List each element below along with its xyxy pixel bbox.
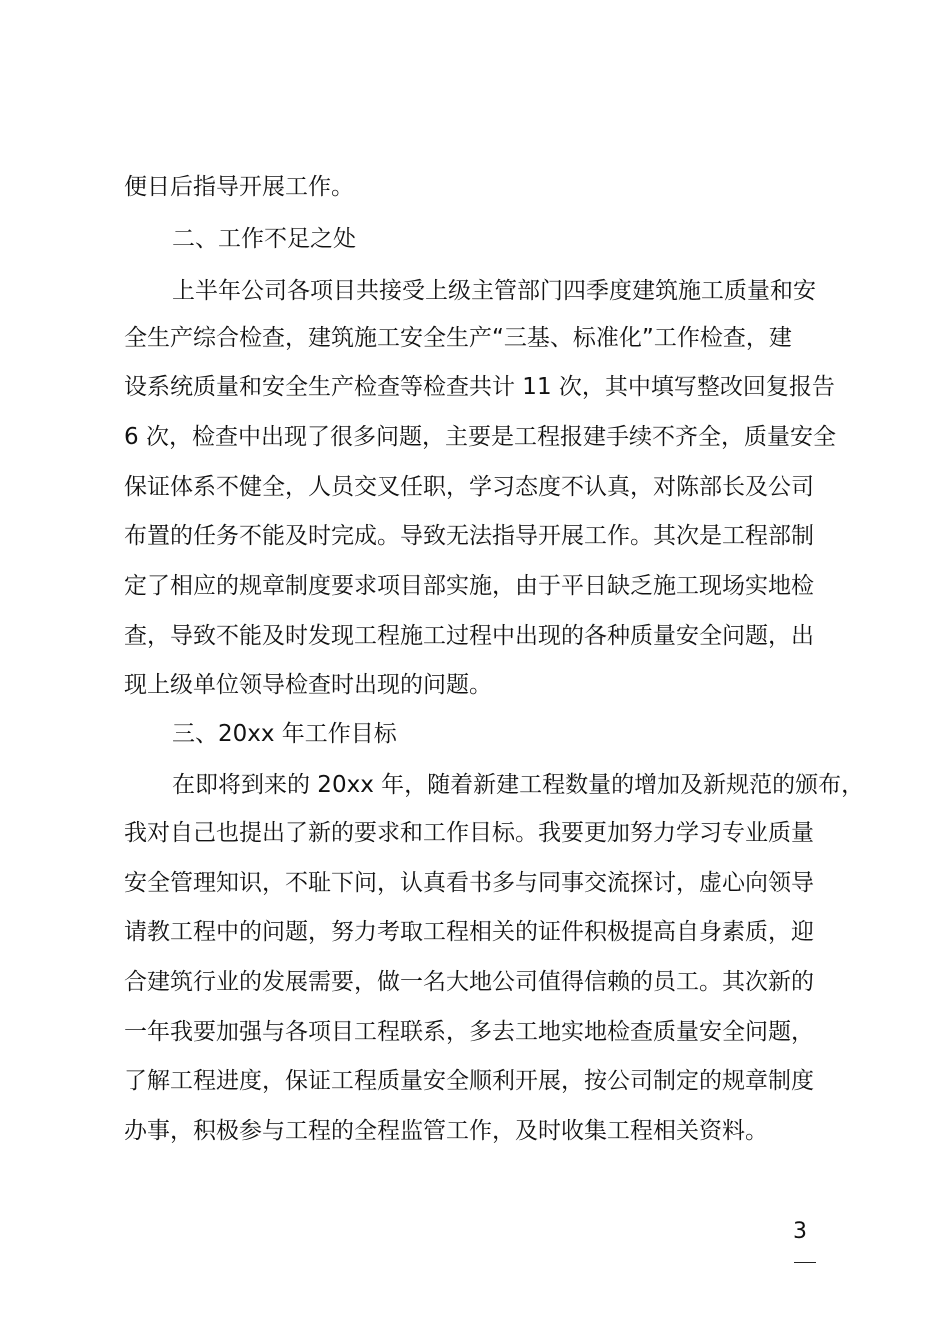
text-line: 定了相应的规章制度要求项目部实施，由于平日缺乏施工现场实地检 xyxy=(124,573,814,599)
text-line: 在即将到来的 20xx 年，随着新建工程数量的增加及新规范的颁布， xyxy=(172,772,865,798)
section-heading: 三、20xx 年工作目标 xyxy=(172,721,397,747)
page-number-dash xyxy=(794,1262,816,1263)
text-line: 保证体系不健全，人员交叉任职，学习态度不认真，对陈部长及公司 xyxy=(124,474,814,500)
text-line: 布置的任务不能及时完成。导致无法指导开展工作。其次是工程部制 xyxy=(124,523,814,549)
text-line: 设系统质量和安全生产检查等检查共计 11 次，其中填写整改回复报告 xyxy=(124,374,835,400)
text-line: 查，导致不能及时发现工程施工过程中出现的各种质量安全问题，出 xyxy=(124,623,814,649)
text-line: 全生产综合检查，建筑施工安全生产“三基、标准化”工作检查，建 xyxy=(124,325,792,351)
text-line: 6 次，检查中出现了很多问题，主要是工程报建手续不齐全，质量安全 xyxy=(124,424,836,450)
text-line: 便日后指导开展工作。 xyxy=(124,174,354,200)
text-line: 安全管理知识，不耻下问，认真看书多与同事交流探讨，虚心向领导 xyxy=(124,870,814,896)
text-line: 请教工程中的问题，努力考取工程相关的证件积极提高自身素质，迎 xyxy=(124,919,814,945)
text-line: 现上级单位领导检查时出现的问题。 xyxy=(124,672,492,698)
text-line: 合建筑行业的发展需要，做一名大地公司值得信赖的员工。其次新的 xyxy=(124,969,814,995)
text-line: 一年我要加强与各项目工程联系，多去工地实地检查质量安全问题， xyxy=(124,1019,814,1045)
text-line: 我对自己也提出了新的要求和工作目标。我要更加努力学习专业质量 xyxy=(124,820,814,846)
text-line: 了解工程进度，保证工程质量安全顺利开展，按公司制定的规章制度 xyxy=(124,1068,814,1094)
page-number: 3 xyxy=(793,1219,807,1244)
text-line: 上半年公司各项目共接受上级主管部门四季度建筑施工质量和安 xyxy=(172,278,816,304)
section-heading: 二、工作不足之处 xyxy=(172,226,356,252)
text-line: 办事，积极参与工程的全程监管工作，及时收集工程相关资料。 xyxy=(124,1118,768,1144)
